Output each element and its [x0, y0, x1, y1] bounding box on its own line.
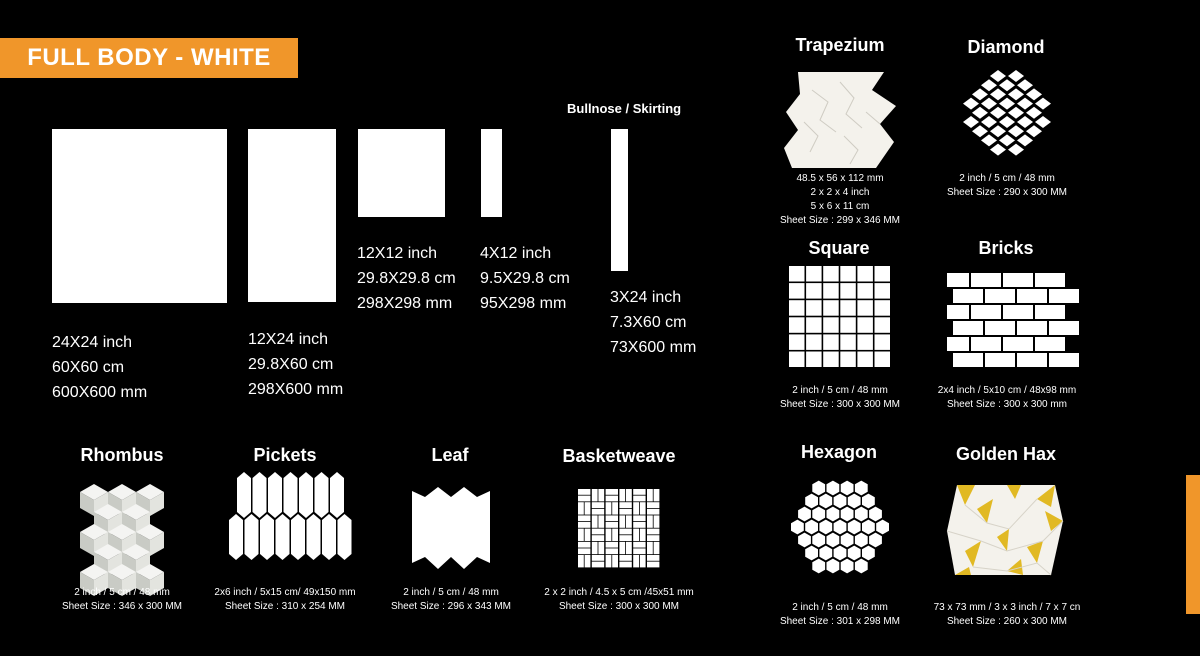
picket-chip: [315, 472, 329, 518]
spec-line: 2 x 2 inch / 4.5 x 5 cm /45x51 mm: [544, 587, 694, 598]
hexagon-chip: [812, 533, 825, 548]
bricks-mosaic: [947, 273, 1057, 368]
basketweave-chip: [606, 555, 612, 567]
square-chip: [840, 334, 856, 350]
brick-chip: [947, 273, 969, 287]
basketweave-chip: [647, 535, 659, 541]
basketweave-chip: [592, 562, 604, 568]
diamond-chip: [990, 70, 1006, 82]
basketweave-chip: [606, 489, 618, 495]
tile-12x24: [248, 129, 336, 302]
square-chip: [823, 334, 839, 350]
square-chip: [823, 300, 839, 316]
spec-line: Sheet Size : 310 x 254 MM: [224, 601, 346, 612]
basketweave-chip: [612, 555, 618, 567]
diamond-chip: [981, 134, 997, 146]
size-line: 298X600 mm: [248, 381, 344, 398]
spec-hexagon: [770, 601, 910, 629]
picket-chip: [253, 472, 267, 518]
brick-chip: [985, 353, 1015, 367]
mosaic-name-bricks: Bricks: [978, 238, 1034, 258]
brick-chip: [1049, 321, 1079, 335]
size-line: 7.3X60 cm: [610, 314, 687, 331]
square-chip: [789, 266, 805, 282]
hexagon-chip: [855, 507, 868, 522]
square-chip: [806, 352, 822, 368]
diamond-chip: [972, 125, 988, 137]
square-chip: [823, 283, 839, 299]
basketweave-chip: [578, 496, 590, 502]
square-chip: [840, 300, 856, 316]
basketweave-chip: [578, 555, 584, 567]
basketweave-chip: [619, 562, 631, 568]
basketweave-chip: [633, 496, 645, 502]
picket-chip: [276, 514, 290, 560]
diamond-chip: [1008, 88, 1024, 100]
hexagon-chip: [805, 546, 818, 561]
pickets-mosaic: [229, 470, 353, 566]
basketweave-chip: [578, 542, 590, 548]
brick-chip: [1017, 321, 1047, 335]
diamond-chip: [1017, 98, 1033, 110]
diamond-chip: [963, 98, 979, 110]
hexagon-chip: [841, 559, 854, 574]
hexagon-chip: [827, 559, 840, 574]
brick-chip: [1035, 305, 1065, 319]
picket-chip: [260, 514, 274, 560]
hexagon-chip: [827, 481, 840, 496]
basketweave-chip: [578, 489, 590, 495]
square-chip: [857, 317, 873, 333]
basketweave-chip: [647, 489, 653, 501]
basketweave-chip: [606, 548, 618, 554]
basketweave-chip: [633, 502, 639, 514]
brick-chip: [947, 337, 969, 351]
square-chip: [875, 266, 891, 282]
diamond-chip: [972, 107, 988, 119]
tile-12x24-sizes: [248, 327, 343, 402]
square-chip: [806, 334, 822, 350]
basketweave-chip: [592, 535, 604, 541]
size-line: 9.5X29.8 cm: [480, 270, 570, 287]
square-chip: [875, 334, 891, 350]
hexagon-chip: [855, 559, 868, 574]
diamond-chip: [990, 144, 1006, 156]
brick-chip: [953, 321, 983, 335]
basketweave-chip: [654, 542, 660, 554]
square-chip: [857, 300, 873, 316]
brick-chip: [1035, 337, 1065, 351]
basketweave-chip: [619, 535, 631, 541]
brick-chip: [985, 289, 1015, 303]
spec-square: [770, 384, 910, 412]
size-line: 60X60 cm: [52, 359, 125, 376]
spec-diamond: [937, 172, 1077, 200]
diamond-chip: [1017, 134, 1033, 146]
basketweave-chip: [633, 529, 639, 541]
hexagon-chip: [855, 533, 868, 548]
tile-bullnose: [611, 129, 628, 271]
hexagon-chip: [848, 494, 861, 509]
brick-chip: [1017, 289, 1047, 303]
square-chip: [875, 300, 891, 316]
basketweave-chip: [633, 548, 645, 554]
basketweave-chip: [592, 502, 604, 508]
basketweave-chip: [592, 515, 598, 527]
picket-chip: [330, 472, 344, 518]
basketweave-chip: [619, 489, 625, 501]
diamond-chip: [981, 116, 997, 128]
square-chip: [875, 317, 891, 333]
spec-line: Sheet Size : 300 x 300 MM: [779, 399, 901, 410]
diamond-chip: [1035, 116, 1051, 128]
picket-chip: [237, 472, 251, 518]
size-line: 73X600 mm: [610, 339, 697, 356]
diamond-chip: [999, 134, 1015, 146]
diamond-chip: [1017, 79, 1033, 91]
basketweave-chip: [612, 502, 618, 514]
picket-chip: [322, 514, 336, 560]
basketweave-chip: [598, 542, 604, 554]
spec-line: 2 x 2 x 4 inch: [810, 187, 870, 198]
rhombus-mosaic: [80, 482, 166, 580]
basketweave-chip: [578, 502, 584, 514]
hexagon-chip: [798, 507, 811, 522]
hexagon-chip: [841, 533, 854, 548]
hexagon-chip: [812, 481, 825, 496]
basketweave-chip: [626, 542, 632, 554]
picket-chip: [245, 514, 259, 560]
basketweave-chip: [640, 555, 646, 567]
hexagon-chip: [862, 494, 875, 509]
tile-24x24-sizes: [52, 330, 147, 405]
basketweave-chip: [578, 548, 590, 554]
diamond-chip: [999, 116, 1015, 128]
spec-line: Sheet Size : 346 x 300 MM: [61, 601, 183, 612]
page-title-banner: [0, 38, 298, 78]
diamond-chip: [1017, 116, 1033, 128]
basketweave-chip: [606, 496, 618, 502]
tile-12x12: [358, 129, 445, 217]
square-chip: [806, 266, 822, 282]
hexagon-chip: [819, 520, 832, 535]
diamond-chip: [1008, 125, 1024, 137]
spec-line: 2 inch / 5 cm / 48 mm: [792, 602, 888, 613]
square-chip: [806, 300, 822, 316]
hexagon-chip: [805, 520, 818, 535]
square-chip: [789, 300, 805, 316]
tile-12x12-sizes: [357, 241, 456, 316]
square-chip: [806, 317, 822, 333]
picket-chip: [299, 472, 313, 518]
size-line: 298X298 mm: [357, 295, 453, 312]
basketweave-chip: [654, 489, 660, 501]
mosaic-name-leaf: Leaf: [431, 445, 469, 465]
basketweave-chip: [606, 502, 612, 514]
basketweave-chip: [633, 542, 645, 548]
picket-chip: [268, 472, 282, 518]
diamond-chip: [972, 88, 988, 100]
hexagon-mosaic: [785, 478, 895, 578]
square-chip: [840, 283, 856, 299]
picket-chip: [291, 514, 305, 560]
mosaic-name-trapezium: Trapezium: [795, 35, 885, 55]
square-chip: [857, 334, 873, 350]
basketweave-chip: [592, 509, 604, 515]
basketweave-chip: [578, 522, 590, 528]
hexagon-chip: [848, 546, 861, 561]
mosaic-name-rhombus: Rhombus: [80, 445, 164, 465]
diamond-chip: [981, 79, 997, 91]
brick-chip: [971, 273, 1001, 287]
basketweave-chip: [633, 515, 645, 521]
diamond-chip: [1008, 107, 1024, 119]
brick-chip: [947, 305, 969, 319]
basketweave-chip: [606, 515, 618, 521]
brick-chip: [1003, 337, 1033, 351]
basketweave-chip: [640, 502, 646, 514]
page-title: FULL BODY - WHITE: [27, 44, 271, 71]
basketweave-chip: [606, 529, 612, 541]
spec-line: Sheet Size : 300 x 300 MM: [558, 601, 680, 612]
hexagon-chip: [798, 533, 811, 548]
diamond-chip: [963, 116, 979, 128]
square-chip: [823, 266, 839, 282]
golden-hax-mosaic: [947, 481, 1065, 579]
spec-trapezium: [770, 172, 910, 228]
bullnose-title: Bullnose / Skirting: [567, 101, 682, 116]
diamond-chip: [1008, 144, 1024, 156]
brick-chip: [1049, 353, 1079, 367]
diamond-chip: [990, 88, 1006, 100]
square-chip: [857, 266, 873, 282]
spec-bricks: [922, 384, 1092, 412]
basketweave-chip: [592, 555, 604, 561]
diamond-mosaic: [962, 70, 1052, 156]
size-line: 4X12 inch: [480, 245, 552, 262]
basketweave-chip: [654, 515, 660, 527]
diamond-chip: [999, 98, 1015, 110]
basketweave-chip: [592, 489, 598, 501]
spec-line: 2 inch / 5 cm / 48 mm: [959, 173, 1055, 184]
diamond-chip: [1026, 107, 1042, 119]
diamond-chip: [999, 79, 1015, 91]
square-chip: [840, 352, 856, 368]
basketweave-chip: [585, 529, 591, 541]
spec-golden-hax: [922, 601, 1092, 629]
diamond-chip: [990, 107, 1006, 119]
hexagon-chip: [855, 481, 868, 496]
basketweave-chip: [585, 502, 591, 514]
size-line: 12X24 inch: [248, 331, 329, 348]
square-chip: [857, 352, 873, 368]
leaf-shape: [412, 487, 490, 569]
hexagon-chip: [812, 559, 825, 574]
basketweave-chip: [578, 529, 584, 541]
basketweave-chip: [647, 542, 653, 554]
square-chip: [840, 317, 856, 333]
tile-24x24: [52, 129, 227, 303]
hexagon-chip: [848, 520, 861, 535]
square-chip: [789, 352, 805, 368]
hexagon-chip: [869, 507, 882, 522]
spec-line: Sheet Size : 290 x 300 MM: [946, 187, 1068, 198]
basketweave-chip: [598, 489, 604, 501]
tile-4x12: [481, 129, 502, 217]
spec-basketweave: [534, 586, 704, 614]
spec-pickets: [200, 586, 370, 614]
square-chip: [857, 283, 873, 299]
basketweave-chip: [647, 515, 653, 527]
mosaic-name-hexagon: Hexagon: [800, 442, 878, 462]
hexagon-chip: [876, 520, 889, 535]
spec-line: Sheet Size : 301 x 298 MM: [779, 616, 901, 627]
basketweave-chip: [626, 515, 632, 527]
picket-chip: [307, 514, 321, 560]
basketweave-chip: [647, 529, 659, 535]
basketweave-chip: [619, 502, 631, 508]
hexagon-chip: [791, 520, 804, 535]
trapezium-shape: [784, 72, 896, 168]
hexagon-chip: [819, 546, 832, 561]
spec-line: 5 x 6 x 11 cm: [810, 201, 870, 212]
spec-line: 2 inch / 5 cm / 48 mm: [74, 587, 170, 598]
brick-chip: [953, 353, 983, 367]
spec-line: Sheet Size : 260 x 300 MM: [946, 616, 1068, 627]
basketweave-chip: [640, 529, 646, 541]
size-line: 24X24 inch: [52, 334, 133, 351]
basketweave-chip: [633, 555, 639, 567]
hexagon-chip: [841, 481, 854, 496]
side-accent-bar: [1186, 475, 1200, 614]
hexagon-chip: [812, 507, 825, 522]
hexagon-chip: [819, 494, 832, 509]
basketweave-chip: [647, 509, 659, 515]
spec-line: Sheet Size : 296 x 343 MM: [390, 601, 512, 612]
hexagon-chip: [834, 494, 847, 509]
mosaic-name-basketweave: Basketweave: [562, 446, 676, 466]
mosaic-name-square: Square: [808, 238, 870, 258]
hexagon-chip: [862, 520, 875, 535]
basketweave-mosaic: [578, 489, 660, 567]
size-line: 29.8X60 cm: [248, 356, 334, 373]
spec-rhombus: [52, 586, 192, 614]
basketweave-chip: [592, 542, 598, 554]
size-line: 12X12 inch: [357, 245, 438, 262]
basketweave-chip: [592, 529, 604, 535]
basketweave-chip: [585, 555, 591, 567]
tile-bullnose-sizes: [610, 285, 696, 360]
brick-chip: [971, 305, 1001, 319]
hexagon-chip: [834, 520, 847, 535]
diamond-chip: [1008, 70, 1024, 82]
spec-line: 2x6 inch / 5x15 cm/ 49x150 mm: [214, 587, 356, 598]
picket-chip: [229, 514, 243, 560]
basketweave-chip: [606, 542, 618, 548]
basketweave-chip: [626, 489, 632, 501]
diamond-chip: [990, 125, 1006, 137]
diamond-chip: [1035, 98, 1051, 110]
square-chip: [789, 283, 805, 299]
brick-chip: [971, 337, 1001, 351]
square-chip: [840, 266, 856, 282]
hexagon-chip: [805, 494, 818, 509]
basketweave-chip: [612, 529, 618, 541]
square-chip: [875, 352, 891, 368]
brick-chip: [1003, 305, 1033, 319]
spec-line: 2 inch / 5 cm / 48 mm: [403, 587, 499, 598]
basketweave-chip: [619, 555, 631, 561]
size-line: 29.8X29.8 cm: [357, 270, 456, 287]
brick-chip: [985, 321, 1015, 335]
spec-line: Sheet Size : 299 x 346 MM: [779, 215, 901, 226]
brick-chip: [1049, 289, 1079, 303]
square-chip: [875, 283, 891, 299]
basketweave-chip: [633, 489, 645, 495]
square-chip: [789, 334, 805, 350]
brick-chip: [1003, 273, 1033, 287]
spec-line: Sheet Size : 300 x 300 mm: [946, 399, 1068, 410]
mosaic-name-pickets: Pickets: [253, 445, 317, 465]
hexagon-chip: [827, 533, 840, 548]
brick-chip: [953, 289, 983, 303]
mosaic-name-diamond: Diamond: [967, 37, 1045, 57]
square-mosaic: [789, 266, 890, 367]
spec-line: 48.5 x 56 x 112 mm: [796, 173, 884, 184]
square-chip: [823, 352, 839, 368]
spec-line: 73 x 73 mm / 3 x 3 inch / 7 x 7 cn: [933, 602, 1081, 613]
trapezium-mosaic: [784, 72, 896, 168]
square-chip: [823, 317, 839, 333]
diamond-chip: [981, 98, 997, 110]
basketweave-chip: [619, 542, 625, 554]
hexagon-chip: [862, 546, 875, 561]
hexagon-chip: [834, 546, 847, 561]
hexagon-chip: [841, 507, 854, 522]
basketweave-chip: [598, 515, 604, 527]
size-line: 600X600 mm: [52, 384, 148, 401]
basketweave-chip: [578, 515, 590, 521]
hexagon-chip: [827, 507, 840, 522]
basketweave-chip: [647, 555, 659, 561]
basketweave-chip: [647, 502, 659, 508]
hexagon-chip: [869, 533, 882, 548]
brick-chip: [1017, 353, 1047, 367]
basketweave-chip: [619, 509, 631, 515]
picket-chip: [338, 514, 352, 560]
spec-line: 2 inch / 5 cm / 48 mm: [792, 385, 888, 396]
mosaic-name-golden-hax: Golden Hax: [955, 444, 1057, 464]
basketweave-chip: [619, 515, 625, 527]
spec-line: 2x4 inch / 5x10 cm / 48x98 mm: [937, 385, 1077, 396]
diamond-chip: [1026, 88, 1042, 100]
square-chip: [806, 283, 822, 299]
size-line: 95X298 mm: [480, 295, 567, 312]
leaf-mosaic: [412, 487, 490, 569]
basketweave-chip: [619, 529, 631, 535]
diamond-chip: [1026, 125, 1042, 137]
spec-leaf: [381, 586, 521, 614]
basketweave-chip: [633, 522, 645, 528]
basketweave-chip: [606, 522, 618, 528]
size-line: 3X24 inch: [610, 289, 682, 306]
square-chip: [789, 317, 805, 333]
picket-chip: [284, 472, 298, 518]
tile-4x12-sizes: [480, 241, 570, 316]
brick-chip: [1035, 273, 1065, 287]
basketweave-chip: [647, 562, 659, 568]
